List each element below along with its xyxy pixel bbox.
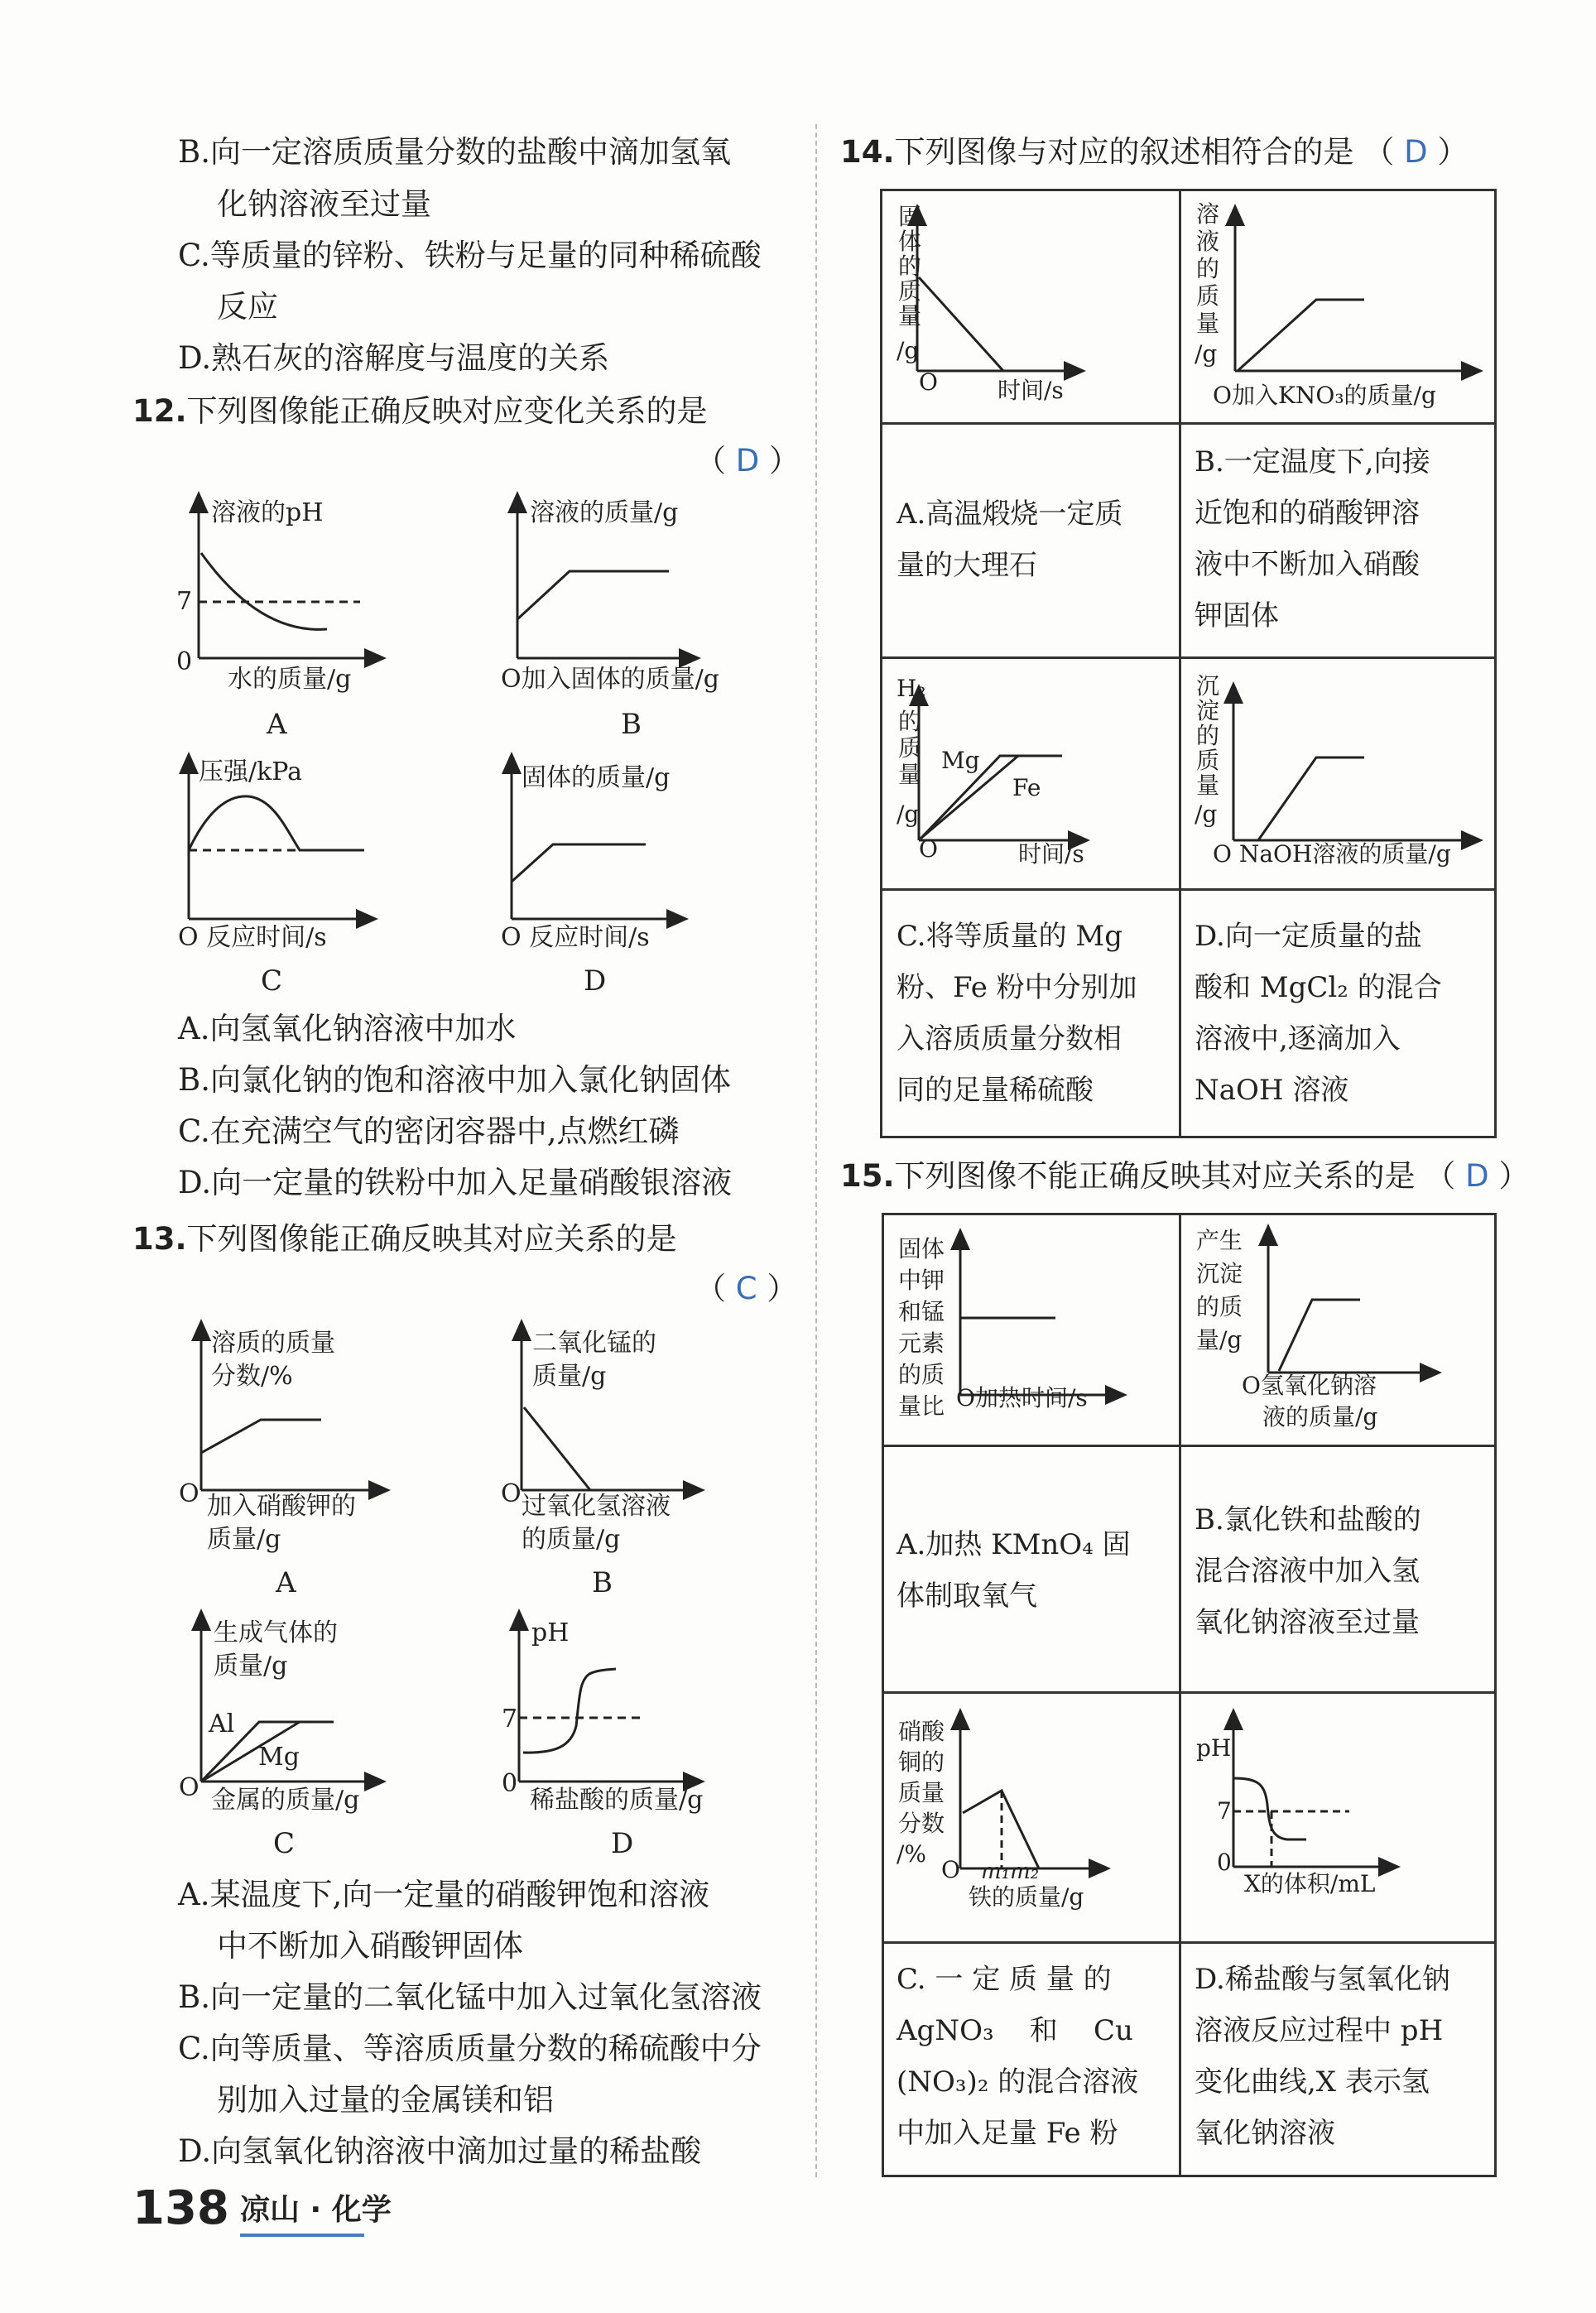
q14a-origin: O — [919, 368, 938, 396]
q15c-text-line3: (NO₃)₂ 的混合溶液 — [897, 2065, 1139, 2099]
q14d-text-line3: 溶液中,逐滴加入 — [1195, 1022, 1401, 1056]
q14b-text-line3: 液中不断加入硝酸 — [1195, 548, 1420, 581]
q15c-m-labels: m₁m₂ — [981, 1859, 1040, 1884]
q11-option-b-line1: B.向一定溶质质量分数的盐酸中滴加氢氧 — [178, 134, 731, 170]
q14b-text-line2: 近饱和的硝酸钾溶 — [1195, 497, 1420, 530]
q14b-ylabel-2: 液 — [1196, 228, 1220, 255]
q13-option-b: B.向一定量的二氧化锰中加入过氧化氢溶液 — [178, 1979, 762, 2015]
q15c-ylabel-4: 分数 — [898, 1810, 945, 1837]
q14b-text-line1: B.一定温度下,向接 — [1195, 445, 1430, 478]
q15c-text-line2: AgNO₃ 和 Cu — [897, 2014, 1133, 2047]
q15c-xlabel: 铁的质量/g — [969, 1883, 1084, 1911]
q15c-text-line1: C. 一 定 质 量 的 — [897, 1963, 1112, 1996]
q15b-xlabel2: 液的质量/g — [1262, 1403, 1378, 1431]
q13c-al-label: Al — [209, 1710, 235, 1738]
q13-text: 下列图像能正确反映其对应关系的是 — [186, 1221, 677, 1257]
q14a-text-line1: A.高温煅烧一定质 — [897, 498, 1123, 531]
q13c-origin: O — [179, 1773, 200, 1802]
q13c-xlabel: 金属的质量/g — [211, 1786, 360, 1815]
q14b-ylabel-5: 量 — [1196, 310, 1220, 337]
q13a-xlabel2: 质量/g — [207, 1525, 281, 1554]
q15d-text-line1: D.稀盐酸与氢氧化钠 — [1195, 1963, 1450, 1996]
q14b-ylabel-4: 质 — [1196, 282, 1220, 310]
q14c-text-line2: 粉、Fe 粉中分别加 — [897, 971, 1137, 1004]
q13b-origin: O — [501, 1479, 522, 1508]
q15a-ylabel-1: 固体 — [898, 1235, 945, 1262]
q15d-text-line2: 溶液反应过程中 pH — [1195, 2014, 1444, 2047]
q12c-caption: C — [261, 964, 283, 998]
q14a-text-line2: 量的大理石 — [897, 549, 1037, 582]
q14d-text-line2: 酸和 MgCl₂ 的混合 — [1195, 971, 1442, 1004]
q13c-mg-label: Mg — [258, 1743, 300, 1772]
page-number: 138 — [132, 2181, 229, 2235]
q14a-ylabel-4: 质 — [898, 277, 922, 305]
q15a-ylabel-4: 元素 — [898, 1330, 945, 1357]
q15b-text-line3: 氧化钠溶液至过量 — [1195, 1606, 1420, 1639]
q12-option-a: A.向氢氧化钠溶液中加水 — [178, 1011, 517, 1046]
q14d-text-line4: NaOH 溶液 — [1195, 1074, 1349, 1107]
q14c-text-line3: 入溶质质量分数相 — [897, 1022, 1122, 1056]
q14c-fe-label: Fe — [1012, 774, 1041, 801]
q14c-ylabel-1: H₂ — [897, 675, 926, 702]
q14c-text-line4: 同的足量稀硫酸 — [897, 1074, 1094, 1107]
q15a-text-line1: A.加热 KMnO₄ 固 — [897, 1528, 1131, 1561]
q14d-ylabel-3: 的 — [1196, 722, 1220, 749]
q14d-xlabel: O NaOH溶液的质量/g — [1213, 840, 1451, 868]
q13c-ylabel1: 生成气体的 — [214, 1618, 338, 1647]
q13c-caption: C — [273, 1827, 296, 1860]
q15a-ylabel-3: 和锰 — [898, 1298, 945, 1325]
q13a-ylabel2: 分数/% — [211, 1362, 293, 1391]
q15b-text-line2: 混合溶液中加入氢 — [1195, 1555, 1420, 1588]
q15a-ylabel-6: 量比 — [898, 1392, 945, 1420]
q14-number: 14. — [840, 134, 895, 170]
q12c-xlabel: O 反应时间/s — [178, 923, 327, 952]
q14d-ylabel-2: 淀 — [1196, 697, 1220, 724]
q14c-mg-label: Mg — [941, 747, 980, 774]
q12-option-d: D.向一定量的铁粉中加入足量硝酸银溶液 — [178, 1165, 733, 1200]
q15d-zero: 0 — [1217, 1849, 1232, 1876]
q13c-ylabel2: 质量/g — [214, 1652, 288, 1681]
q14a-ylabel-5: 量 — [898, 302, 922, 329]
q12b-xlabel: O加入固体的质量/g — [501, 665, 719, 694]
q12-option-b: B.向氯化钠的饱和溶液中加入氯化钠固体 — [178, 1062, 731, 1098]
q12a-xlabel: 水的质量/g — [228, 665, 352, 694]
q14a-ylabel-2: 体 — [898, 228, 922, 255]
q12-answer-letter: D — [735, 443, 760, 478]
q11-option-c-line2: 反应 — [217, 289, 278, 325]
q14a-xlabel: 时间/s — [997, 377, 1064, 404]
q12c-ylabel: 压强/kPa — [199, 757, 303, 786]
q13-answer: （ C ） — [695, 1271, 798, 1306]
q15b-text-line1: B.氯化铁和盐酸的 — [1195, 1503, 1421, 1536]
q11-option-c-line1: C.等质量的锌粉、铁粉与足量的同种稀硫酸 — [178, 238, 762, 273]
q14c-ylabel-4: 量 — [898, 761, 922, 788]
q14c-xlabel: 时间/s — [1018, 840, 1084, 868]
q13b-ylabel2: 质量/g — [532, 1362, 607, 1391]
q13-option-d: D.向氢氧化钠溶液中滴加过量的稀盐酸 — [178, 2133, 702, 2169]
q13a-ylabel1: 溶质的质量 — [211, 1329, 335, 1358]
q15-stem: 15.下列图像不能正确反映其对应关系的是 （ D ） — [840, 1158, 1530, 1194]
q13-option-c-line2: 别加入过量的金属镁和铝 — [217, 2082, 554, 2118]
q15a-ylabel-2: 中钾 — [898, 1267, 945, 1294]
q15c-ylabel-3: 质量 — [898, 1779, 945, 1806]
q12d-xlabel: O 反应时间/s — [501, 923, 650, 952]
q14d-ylabel-5: 量 — [1196, 772, 1220, 799]
q13-option-a-line2: 中不断加入硝酸钾固体 — [217, 1928, 523, 1964]
q13d-tick7: 7 — [502, 1705, 518, 1734]
q15d-text-line4: 氧化钠溶液 — [1195, 2117, 1335, 2150]
q15c-text-line4: 中加入足量 Fe 粉 — [897, 2117, 1118, 2150]
q13d-ylabel: pH — [531, 1618, 570, 1647]
q13b-xlabel2: 的质量/g — [522, 1525, 621, 1554]
q13d-zero: 0 — [502, 1769, 518, 1798]
book-title: 凉山 · 化学 — [240, 2193, 392, 2227]
q14c-text-line1: C.将等质量的 Mg — [897, 920, 1122, 953]
q14-answer-letter: D — [1404, 134, 1428, 170]
q15c-origin: O — [941, 1856, 960, 1883]
q12-text: 下列图像能正确反映对应变化关系的是 — [186, 393, 708, 429]
q15a-xlabel: O加热时间/s — [956, 1384, 1088, 1411]
q14c-ylabel-2: 的 — [898, 708, 922, 735]
q12b-ylabel: 溶液的质量/g — [530, 498, 679, 527]
q15-number: 15. — [840, 1158, 895, 1194]
q14a-ylabel-1: 固 — [898, 203, 922, 230]
q13-option-c-line1: C.向等质量、等溶质质量分数的稀硫酸中分 — [178, 2031, 762, 2066]
q15d-xlabel: X的体积/mL — [1244, 1870, 1376, 1897]
q14d-ylabel-1: 沉 — [1196, 672, 1220, 700]
q12a-tick7: 7 — [176, 587, 193, 616]
q15c-ylabel-2: 铜的 — [898, 1748, 945, 1776]
q14c-origin: O — [919, 835, 938, 863]
q14b-xlabel: O加入KNO₃的质量/g — [1213, 382, 1436, 409]
q13d-xlabel: 稀盐酸的质量/g — [530, 1786, 704, 1815]
q11-option-d: D.熟石灰的溶解度与温度的关系 — [178, 340, 610, 376]
q15c-ylabel-1: 硝酸 — [898, 1718, 945, 1745]
q15b-xlabel1: O氢氧化钠溶 — [1242, 1372, 1377, 1399]
q14c-ylabel-5: /g — [897, 801, 920, 828]
q12-answer: （ D ） — [695, 443, 800, 478]
q13a-origin: O — [179, 1479, 200, 1508]
q13b-ylabel1: 二氧化锰的 — [532, 1329, 656, 1358]
q15b-ylabel-4: 量/g — [1196, 1326, 1243, 1354]
q11-option-b-line2: 化钠溶液至过量 — [217, 186, 431, 222]
q15a-ylabel-5: 的质 — [898, 1361, 945, 1388]
q12b-caption: B — [621, 708, 642, 741]
q14-text: 下列图像与对应的叙述相符合的是 — [894, 134, 1354, 170]
q15d-text-line3: 变化曲线,X 表示氢 — [1195, 2065, 1430, 2099]
q12-option-c: C.在充满空气的密闭容器中,点燃红磷 — [178, 1113, 680, 1149]
q14b-ylabel-1: 溶 — [1196, 200, 1220, 228]
q12a-ylabel: 溶液的pH — [211, 498, 324, 527]
q15a-text-line2: 体制取氧气 — [897, 1580, 1037, 1613]
q15b-ylabel-1: 产生 — [1196, 1227, 1243, 1254]
q15d-ylabel: pH — [1196, 1734, 1232, 1762]
q15b-ylabel-2: 沉淀 — [1196, 1260, 1243, 1287]
q13d-caption: D — [611, 1827, 634, 1860]
q14b-ylabel-3: 的 — [1196, 255, 1220, 282]
q15-text: 下列图像不能正确反映其对应关系的是 — [894, 1158, 1416, 1194]
q14b-text-line4: 钾固体 — [1195, 599, 1279, 632]
q13b-caption: B — [592, 1566, 613, 1599]
q14-stem: 14.下列图像与对应的叙述相符合的是 （ D ） — [840, 134, 1469, 170]
q12d-caption: D — [584, 964, 607, 998]
q13-answer-letter: C — [735, 1271, 757, 1306]
q13b-xlabel1: 过氧化氢溶液 — [522, 1492, 671, 1521]
q12-number: 12. — [132, 393, 187, 429]
q13a-caption: A — [276, 1566, 296, 1599]
q14d-ylabel-6: /g — [1195, 801, 1218, 828]
q13a-xlabel1: 加入硝酸钾的 — [207, 1492, 356, 1521]
q12d-ylabel: 固体的质量/g — [522, 763, 671, 792]
q12a-zero: 0 — [176, 647, 193, 676]
q14c-ylabel-3: 质 — [898, 734, 922, 762]
q14d-text-line1: D.向一定质量的盐 — [1195, 920, 1422, 953]
q15c-ylabel-5: /% — [897, 1840, 927, 1868]
q14d-ylabel-4: 质 — [1196, 747, 1220, 774]
q15b-ylabel-3: 的质 — [1196, 1293, 1243, 1320]
q14a-ylabel-3: 的 — [898, 252, 922, 280]
q13-number: 13. — [132, 1221, 187, 1257]
q12a-caption: A — [267, 708, 287, 741]
q14a-ylabel-6: /g — [897, 337, 920, 364]
q13-option-a-line1: A.某温度下,向一定量的硝酸钾饱和溶液 — [178, 1877, 710, 1912]
q15-answer-letter: D — [1465, 1158, 1489, 1194]
q15d-tick7: 7 — [1217, 1797, 1232, 1825]
q14b-ylabel-6: /g — [1195, 340, 1218, 368]
